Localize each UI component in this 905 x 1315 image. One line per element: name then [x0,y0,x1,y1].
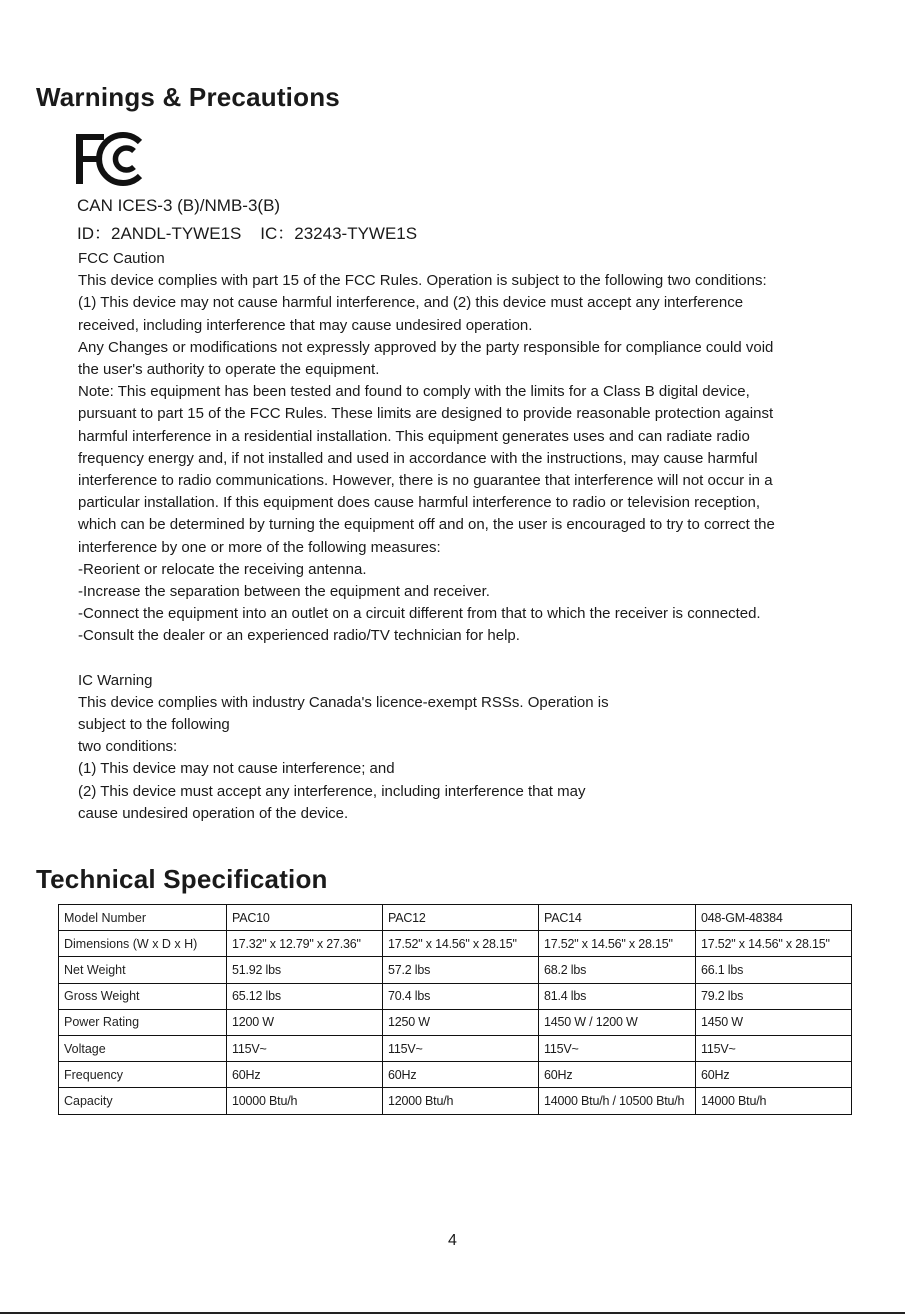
table-row [59,1009,852,1035]
row-label: Net Weight [59,957,227,983]
table-cell: 1450 W [696,1009,852,1035]
warnings-heading: Warnings & Precautions [36,82,340,112]
text-line: Any Changes or modifications not expressly approved by the party responsible for compliance could void [78,338,774,356]
text-line: -Increase the separation between the equipment and receiver. [78,583,490,601]
table-cell: PAC10 [227,905,383,931]
ices-certification: CAN ICES-3 (B)/NMB-3(B) [77,196,281,215]
text-line: harmful interference in a residential installation. This equipment generates uses and can radiate radio [78,427,750,445]
text-line: (1) This device may not cause harmful interference, and (2) this device must accept any interference [78,294,744,312]
row-label: Capacity [59,1088,227,1114]
table-cell: 14000 Btu/h / 10500 Btu/h [539,1088,696,1114]
table-cell: 12000 Btu/h [383,1088,539,1114]
table-cell: 68.2 lbs [539,957,696,983]
row-label: Voltage [59,1035,227,1061]
page-number: 4 [448,1232,457,1249]
text-line: This device complies with industry Canada's licence-exempt RSSs. Operation is [78,693,609,711]
text-line: two conditions: [78,738,178,756]
text-line: particular installation. If this equipment does cause harmful interference to radio or television reception, [78,494,761,512]
table-cell: PAC12 [383,905,539,931]
table-cell: 115V~ [696,1035,852,1061]
table-row [59,957,852,983]
row-label: Power Rating [59,1009,227,1035]
table-cell: 60Hz [383,1062,539,1088]
row-label: Gross Weight [59,983,227,1009]
ic-warning-heading: IC Warning [78,671,153,689]
fcc-caution-heading: FCC Caution [78,250,165,267]
text-line: (2) This device must accept any interference, including interference that may [78,782,586,800]
row-label: Dimensions (W x D x H) [59,931,227,957]
text-line: subject to the following [78,716,230,734]
row-label: Frequency [59,1062,227,1088]
table-cell: 1250 W [383,1009,539,1035]
table-cell: PAC14 [539,905,696,931]
table-cell: 81.4 lbs [539,983,696,1009]
bottom-divider [0,1312,905,1314]
text-line: -Connect the equipment into an outlet on a circuit different from that to which the receiver is connected. [78,605,761,623]
table-cell: 14000 Btu/h [696,1088,852,1114]
text-line: the user's authority to operate the equipment. [78,361,380,379]
text-line: (1) This device may not cause interference; and [78,760,395,778]
table-row [59,931,852,957]
table-cell: 60Hz [227,1062,383,1088]
table-cell: 79.2 lbs [696,983,852,1009]
table-cell: 10000 Btu/h [227,1088,383,1114]
table-row [59,905,852,931]
spec-heading: Technical Specification [36,864,328,894]
table-row [59,1088,852,1114]
table-row [59,983,852,1009]
table-cell: 1200 W [227,1009,383,1035]
table-cell: 57.2 lbs [383,957,539,983]
text-line: pursuant to part 15 of the FCC Rules. These limits are designed to provide reasonable protection against [78,405,774,423]
table-row [59,1062,852,1088]
fcc-logo-icon [74,132,144,186]
table-cell: 115V~ [227,1035,383,1061]
text-line: -Consult the dealer or an experienced radio/TV technician for help. [78,627,520,645]
fcc-caution-text [78,248,868,825]
table-cell: 70.4 lbs [383,983,539,1009]
row-label: Model Number [59,905,227,931]
text-line: which can be determined by turning the equipment off and on, the user is encouraged to try to correct the [78,516,775,534]
table-cell: 1450 W / 1200 W [539,1009,696,1035]
table-cell: 66.1 lbs [696,957,852,983]
text-line: received, including interference that may cause undesired operation. [78,316,533,334]
table-cell: 60Hz [696,1062,852,1088]
text-line: cause undesired operation of the device. [78,804,349,822]
text-line: This device complies with part 15 of the FCC Rules. Operation is subject to the following two conditions: [78,272,767,290]
device-ids: ID：2ANDL-TYWE1S IC：23243-TYWE1S [77,224,418,243]
text-line: -Reorient or relocate the receiving antenna. [78,560,367,578]
table-cell: 115V~ [383,1035,539,1061]
text-line: interference by one or more of the following measures: [78,538,441,556]
table-row [59,1035,852,1061]
spec-table [58,904,852,1115]
text-line: Note: This equipment has been tested and found to comply with the limits for a Class B digital device, [78,383,750,401]
table-cell: 17.52" x 14.56" x 28.15" [539,931,696,957]
table-cell: 17.32" x 12.79" x 27.36" [227,931,383,957]
table-cell: 17.52" x 14.56" x 28.15" [696,931,852,957]
table-cell: 65.12 lbs [227,983,383,1009]
table-cell: 115V~ [539,1035,696,1061]
table-cell: 048-GM-48384 [696,905,852,931]
text-line: interference to radio communications. However, there is no guarantee that interference will not occur in a [78,472,773,490]
table-cell: 60Hz [539,1062,696,1088]
text-line: frequency energy and, if not installed and used in accordance with the instructions, may cause harmful [78,449,758,467]
table-cell: 17.52" x 14.56" x 28.15" [383,931,539,957]
table-cell: 51.92 lbs [227,957,383,983]
